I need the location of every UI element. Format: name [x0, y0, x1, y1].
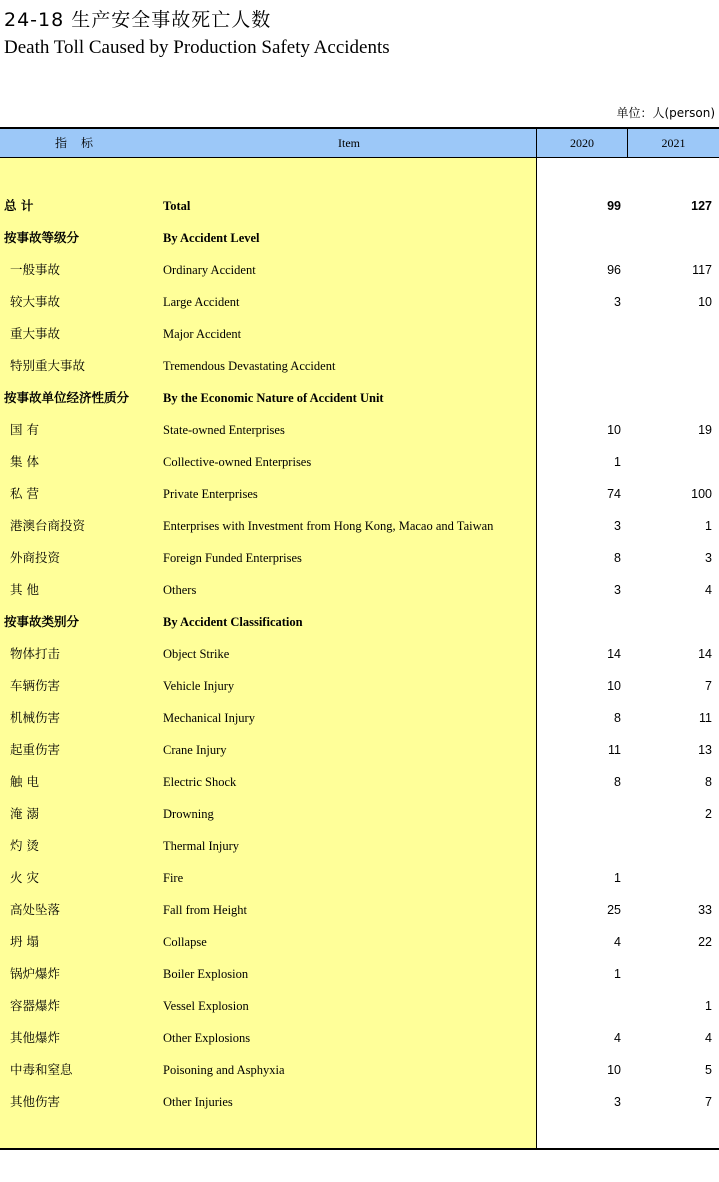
value-2020: 10: [607, 423, 621, 437]
table-row: [0, 798, 719, 830]
row-label-cn: 容器爆炸: [10, 998, 61, 1013]
unit-label: 单位：人(person): [616, 106, 715, 120]
row-label-cn: 触 电: [10, 774, 39, 789]
row-label-cn: 机械伤害: [10, 710, 61, 725]
header-2020: 2020: [570, 136, 594, 150]
row-label-cn: 锅炉爆炸: [10, 966, 61, 981]
row-label-cn: 集 体: [10, 454, 39, 469]
row-label-cn: 物体打击: [10, 646, 61, 661]
row-label-en: Major Accident: [163, 327, 242, 341]
value-2020: 96: [607, 263, 621, 277]
data-table: [0, 127, 719, 1150]
value-2021: 117: [692, 263, 712, 277]
row-label-cn: 特别重大事故: [10, 358, 86, 373]
table-row: [0, 958, 719, 990]
value-2020: 10: [607, 679, 621, 693]
row-label-en: Foreign Funded Enterprises: [163, 551, 302, 565]
table-row: [0, 894, 719, 926]
value-2021: 127: [691, 199, 712, 213]
table-bottom-rule: [0, 1148, 719, 1150]
row-label-cn: 火 灾: [10, 870, 39, 885]
row-label-cn: 较大事故: [10, 294, 61, 309]
row-label-cn: 总 计: [4, 198, 34, 213]
table-row: [0, 382, 719, 414]
row-label-en: By Accident Classification: [163, 615, 303, 629]
row-label-cn: 坍 塌: [10, 934, 39, 949]
table-row: [0, 446, 719, 478]
value-2021: 33: [698, 903, 712, 917]
value-2020: 74: [607, 487, 621, 501]
table-row: [0, 862, 719, 894]
row-label-en: Drowning: [163, 807, 214, 821]
page-title-cn: 24-18 生产安全事故死亡人数: [4, 9, 272, 31]
header-divider: [627, 129, 628, 157]
row-label-en: Poisoning and Asphyxia: [163, 1063, 285, 1077]
row-label-en: Crane Injury: [163, 743, 227, 757]
row-label-cn: 私 营: [10, 486, 39, 501]
row-label-cn: 车辆伤害: [10, 678, 61, 693]
value-2021: 3: [705, 551, 712, 565]
value-2020: 3: [614, 519, 621, 533]
row-label-cn: 重大事故: [10, 326, 61, 341]
header-2021: 2021: [661, 136, 686, 150]
table-row: [0, 990, 719, 1022]
value-2020: 4: [614, 1031, 621, 1045]
table-row: [0, 190, 719, 222]
table-body: [0, 190, 719, 1118]
row-label-en: Other Injuries: [163, 1095, 233, 1109]
row-label-en: Tremendous Devastating Accident: [163, 359, 336, 373]
value-2020: 3: [614, 295, 621, 309]
table-row: [0, 1022, 719, 1054]
row-label-en: Collective-owned Enterprises: [163, 455, 312, 469]
table-row: [0, 478, 719, 510]
row-label-en: Others: [163, 583, 197, 597]
row-label-en: By the Economic Nature of Accident Unit: [163, 391, 384, 405]
value-2021: 10: [698, 295, 712, 309]
row-label-cn: 起重伤害: [10, 742, 61, 757]
table-row: [0, 766, 719, 798]
row-label-en: Other Explosions: [163, 1031, 251, 1045]
value-2020: 1: [614, 455, 621, 469]
value-2021: 100: [691, 487, 712, 501]
row-label-en: Electric Shock: [163, 775, 237, 789]
value-2021: 7: [705, 1095, 712, 1109]
table-header: [0, 129, 719, 158]
row-label-cn: 其他伤害: [10, 1094, 61, 1109]
row-label-cn: 一般事故: [10, 262, 61, 277]
table-row: [0, 638, 719, 670]
row-label-en: Boiler Explosion: [163, 967, 249, 981]
header-indicator: 指标: [54, 136, 107, 150]
row-label-en: Object Strike: [163, 647, 230, 661]
table-row: [0, 222, 719, 254]
value-2021: 4: [705, 1031, 712, 1045]
value-2020: 1: [614, 871, 621, 885]
row-label-cn: 中毒和窒息: [10, 1062, 73, 1077]
value-2020: 25: [607, 903, 621, 917]
table-row: [0, 510, 719, 542]
row-label-en: Total: [163, 199, 191, 213]
value-2020: 1: [614, 967, 621, 981]
row-label-cn: 灼 烫: [10, 838, 39, 853]
row-label-cn: 高处坠落: [10, 902, 61, 917]
row-label-en: Mechanical Injury: [163, 711, 255, 725]
row-label-cn: 按事故等级分: [4, 230, 80, 245]
row-label-en: Thermal Injury: [163, 839, 240, 853]
row-label-en: Collapse: [163, 935, 207, 949]
row-label-cn: 港澳台商投资: [10, 518, 86, 533]
row-label-en: Vehicle Injury: [163, 679, 235, 693]
value-2020: 14: [607, 647, 621, 661]
table-row: [0, 830, 719, 862]
value-2020: 8: [614, 775, 621, 789]
row-label-cn: 外商投资: [10, 550, 61, 565]
table-row: [0, 414, 719, 446]
table-row: [0, 350, 719, 382]
row-label-en: Enterprises with Investment from Hong Kong, Macao and Taiwan: [163, 519, 494, 533]
value-2021: 19: [698, 423, 712, 437]
row-label-cn: 国 有: [10, 422, 39, 437]
value-2021: 7: [705, 679, 712, 693]
value-2020: 8: [614, 551, 621, 565]
row-label-en: Ordinary Accident: [163, 263, 256, 277]
table-row: [0, 254, 719, 286]
row-label-en: State-owned Enterprises: [163, 423, 285, 437]
value-2021: 1: [705, 999, 712, 1013]
value-2021: 14: [698, 647, 712, 661]
table-row: [0, 286, 719, 318]
value-2020: 3: [614, 1095, 621, 1109]
value-2021: 8: [705, 775, 712, 789]
row-label-cn: 其他爆炸: [10, 1030, 61, 1045]
table-row: [0, 542, 719, 574]
table-row: [0, 926, 719, 958]
row-label-cn: 淹 溺: [10, 806, 39, 821]
row-label-en: Fall from Height: [163, 903, 248, 917]
table-row: [0, 734, 719, 766]
value-2021: 5: [705, 1063, 712, 1077]
value-2020: 11: [608, 743, 621, 757]
value-2020: 99: [607, 199, 621, 213]
row-label-en: By Accident Level: [163, 231, 260, 245]
row-label-en: Fire: [163, 871, 184, 885]
row-label-en: Large Accident: [163, 295, 240, 309]
table-row: [0, 606, 719, 638]
table-row: [0, 318, 719, 350]
value-2020: 10: [607, 1063, 621, 1077]
value-2020: 4: [614, 935, 621, 949]
value-2020: 8: [614, 711, 621, 725]
value-2021: 13: [698, 743, 712, 757]
value-2021: 1: [705, 519, 712, 533]
row-label-en: Vessel Explosion: [163, 999, 249, 1013]
row-label-cn: 按事故单位经济性质分: [4, 390, 130, 405]
value-2021: 11: [699, 711, 712, 725]
page-title-en: Death Toll Caused by Production Safety Accidents: [4, 37, 390, 58]
value-2021: 4: [705, 583, 712, 597]
table-row: [0, 1054, 719, 1086]
row-label-cn: 按事故类别分: [4, 614, 80, 629]
table-row: [0, 670, 719, 702]
table-row: [0, 574, 719, 606]
value-2021: 22: [698, 935, 712, 949]
table-row: [0, 702, 719, 734]
header-item: Item: [338, 136, 360, 150]
value-2020: 3: [614, 583, 621, 597]
row-label-en: Private Enterprises: [163, 487, 258, 501]
value-2021: 2: [705, 807, 712, 821]
table-row: [0, 1086, 719, 1118]
row-label-cn: 其 他: [10, 582, 39, 597]
